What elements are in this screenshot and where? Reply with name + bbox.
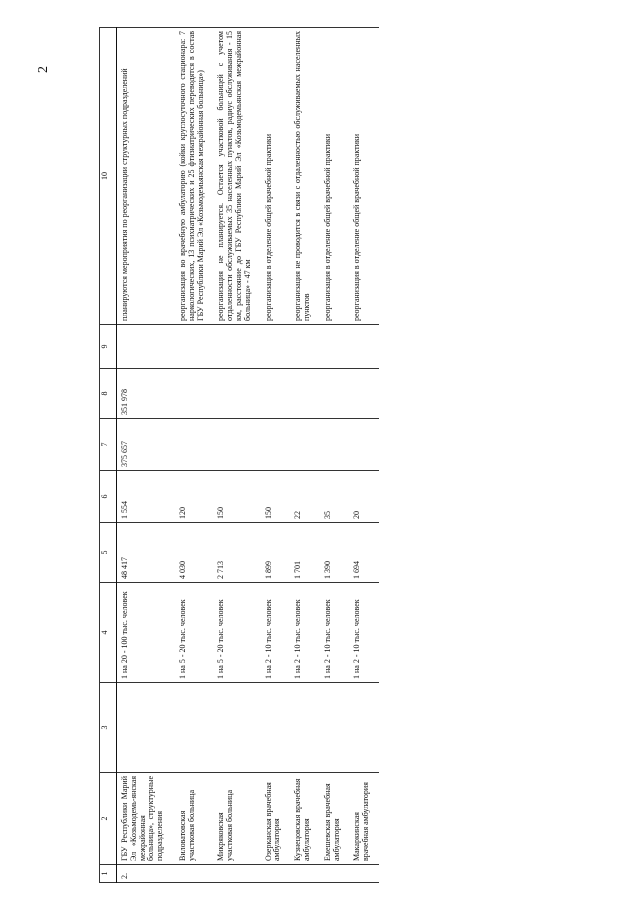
population-cell: 1 390	[320, 523, 350, 583]
row-number	[349, 865, 379, 883]
table-row	[117, 28, 175, 883]
row-number	[290, 865, 320, 883]
page-number: 2	[36, 66, 51, 73]
column-header: 6	[100, 471, 117, 523]
cell-col9	[175, 325, 213, 369]
population-cell: 1 694	[349, 523, 379, 583]
cell-col6: 20	[349, 471, 379, 523]
cell-col3	[175, 683, 213, 773]
cell-col7	[213, 419, 260, 471]
table-row	[175, 28, 213, 883]
facility-name: Емешевская врачебная амбулатория	[320, 773, 350, 865]
column-header: 10	[100, 28, 117, 325]
cell-col8	[261, 369, 291, 419]
measures-cell: реорганизация не проводится в связи с отдаленностью обслуживаемых населенных пунктов	[290, 28, 320, 325]
column-header: 1	[100, 865, 117, 883]
column-header: 5	[100, 523, 117, 583]
cell-col7	[175, 419, 213, 471]
column-header: 7	[100, 419, 117, 471]
row-number	[213, 865, 260, 883]
norm-cell: 1 на 2 - 10 тыс. человек	[320, 583, 350, 683]
table-row	[320, 28, 350, 883]
norm-cell: 1 на 2 - 10 тыс. человек	[290, 583, 320, 683]
measures-cell: реорганизация в отделение общей врачебной практики	[349, 28, 379, 325]
cell-col3	[213, 683, 260, 773]
population-cell: 4 030	[175, 523, 213, 583]
column-header: 2	[100, 773, 117, 865]
facility-name: Микряковская участковая больница	[213, 773, 260, 865]
facility-name: ГБУ Республики Марий Эл «Козьмодемь-янская межрайонная больница», структурные подразделения	[117, 773, 175, 865]
table-row	[213, 28, 260, 883]
column-header: 4	[100, 583, 117, 683]
table-row	[290, 28, 320, 883]
norm-cell: 1 на 5 - 20 тыс. человек	[175, 583, 213, 683]
population-cell: 48 417	[117, 523, 175, 583]
table-row	[349, 28, 379, 883]
population-cell: 1 899	[261, 523, 291, 583]
cell-col9	[213, 325, 260, 369]
cell-col3	[320, 683, 350, 773]
cell-col6: 35	[320, 471, 350, 523]
row-number	[320, 865, 350, 883]
cell-col9	[261, 325, 291, 369]
facility-name: Макаркинская врачебная амбулатория	[349, 773, 379, 865]
measures-cell: реорганизация в отделение общей врачебной практики	[320, 28, 350, 325]
cell-col6: 150	[261, 471, 291, 523]
measures-cell: реорганизация не планируется. Остается участковой больницей с учетом отдаленности обслуживаемых 35 населенных пунктов, радиус обслуживания - 15 км, расстояние до ГБУ Республики Марий Эл «Козьмодемьянская межрайонная больница» - 47 км	[213, 28, 260, 325]
cell-col7: 375 657	[117, 419, 175, 471]
cell-col6: 150	[213, 471, 260, 523]
cell-col9	[117, 325, 175, 369]
measures-cell: реорганизация во врачебную амбулаторию (койки круглосуточного стационара: 7 наркологических, 13 психиатрических и 25 фтизиатрических переводятся в состав ГБУ Республики Марий Эл «Козьмодемьянская межрайонная больница»)	[175, 28, 213, 325]
norm-cell: 1 на 20 - 100 тыс. человек	[117, 583, 175, 683]
cell-col7	[320, 419, 350, 471]
facility-name: Виловатовская участковая больница	[175, 773, 213, 865]
norm-cell: 1 на 2 - 10 тыс. человек	[349, 583, 379, 683]
cell-col8	[290, 369, 320, 419]
facility-name: Кузнецовская врачебная амбулатория	[290, 773, 320, 865]
row-number	[261, 865, 291, 883]
cell-col6: 22	[290, 471, 320, 523]
cell-col3	[290, 683, 320, 773]
cell-col8	[213, 369, 260, 419]
cell-col9	[290, 325, 320, 369]
cell-col7	[261, 419, 291, 471]
data-table	[99, 27, 379, 883]
cell-col9	[320, 325, 350, 369]
row-number	[175, 865, 213, 883]
cell-col3	[117, 683, 175, 773]
measures-cell: планируются мероприятия по реорганизации структурных подразделений	[117, 28, 175, 325]
column-header: 3	[100, 683, 117, 773]
cell-col7	[290, 419, 320, 471]
cell-col8	[320, 369, 350, 419]
column-header: 9	[100, 325, 117, 369]
measures-cell: реорганизация в отделение общей врачебной практики	[261, 28, 291, 325]
cell-col6: 120	[175, 471, 213, 523]
facility-name: Озерканская врачебная амбулатория	[261, 773, 291, 865]
table-header-row	[100, 28, 117, 883]
population-cell: 1 701	[290, 523, 320, 583]
table-row	[261, 28, 291, 883]
cell-col8	[349, 369, 379, 419]
cell-col8: 351 978	[117, 369, 175, 419]
column-header: 8	[100, 369, 117, 419]
cell-col7	[349, 419, 379, 471]
norm-cell: 1 на 2 - 10 тыс. человек	[261, 583, 291, 683]
row-number: 2.	[117, 865, 175, 883]
cell-col9	[349, 325, 379, 369]
cell-col8	[175, 369, 213, 419]
population-cell: 2 713	[213, 523, 260, 583]
norm-cell: 1 на 5 - 20 тыс. человек	[213, 583, 260, 683]
cell-col3	[349, 683, 379, 773]
cell-col6: 1 554	[117, 471, 175, 523]
cell-col3	[261, 683, 291, 773]
